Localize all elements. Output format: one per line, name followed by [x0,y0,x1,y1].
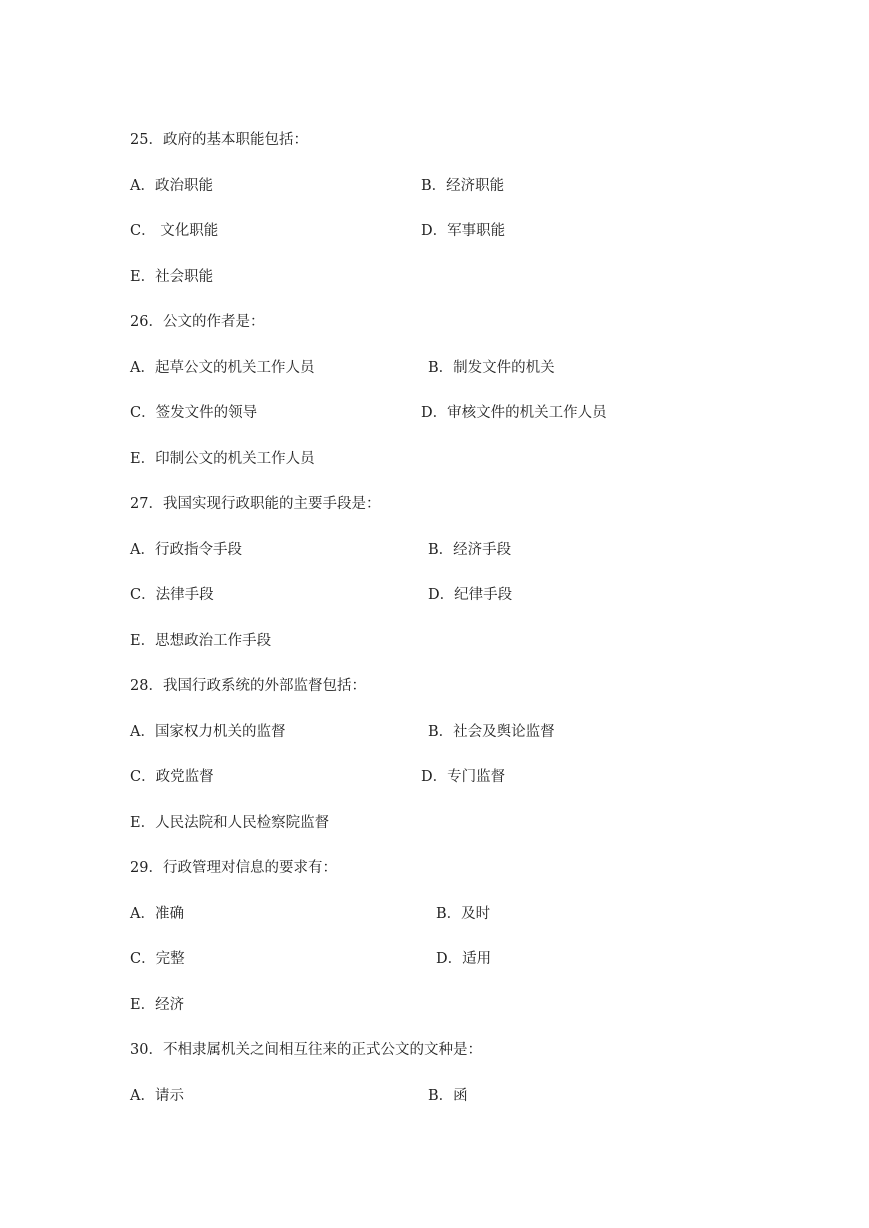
option-28-a: A．国家权力机关的监督 [130,724,286,740]
option-27-e: E．思想政治工作手段 [130,633,272,649]
option-30-a: A．请示 [130,1088,184,1104]
question-stem-27: 27．我国实现行政职能的主要手段是： [130,496,381,512]
option-26-d: D．审核文件的机关工作人员 [421,405,607,421]
option-29-a: A．准确 [130,906,184,922]
question-stem-28: 28．我国行政系统的外部监督包括： [130,678,366,694]
option-29-b: B．及时 [436,906,491,922]
option-26-c: C．签发文件的领导 [130,405,258,421]
question-stem-29: 29．行政管理对信息的要求有： [130,860,337,876]
option-26-b: B．制发文件的机关 [428,360,555,376]
question-stem-30: 30．不相隶属机关之间相互往来的正式公文的文种是： [130,1042,482,1058]
option-29-e: E．经济 [130,997,185,1013]
option-27-b: B．经济手段 [428,542,512,558]
option-29-c: C．完整 [130,951,185,967]
option-28-e: E．人民法院和人民检察院监督 [130,815,330,831]
option-25-d: D．军事职能 [421,223,506,239]
option-29-d: D．适用 [436,951,492,967]
option-27-c: C．法律手段 [130,587,214,603]
option-25-c: C． 文化职能 [130,223,219,239]
question-stem-25: 25．政府的基本职能包括： [130,132,308,148]
option-26-a: A．起草公文的机关工作人员 [130,360,315,376]
option-25-e: E．社会职能 [130,269,214,285]
option-28-c: C．政党监督 [130,769,214,785]
option-26-e: E．印制公文的机关工作人员 [130,451,315,467]
question-stem-26: 26．公文的作者是： [130,314,265,330]
option-28-d: D．专门监督 [421,769,506,785]
option-27-a: A．行政指令手段 [130,542,242,558]
option-27-d: D．纪律手段 [428,587,513,603]
option-25-b: B．经济职能 [421,178,505,194]
option-25-a: A．政治职能 [130,178,213,194]
option-30-b: B．函 [428,1088,468,1104]
option-28-b: B．社会及舆论监督 [428,724,555,740]
